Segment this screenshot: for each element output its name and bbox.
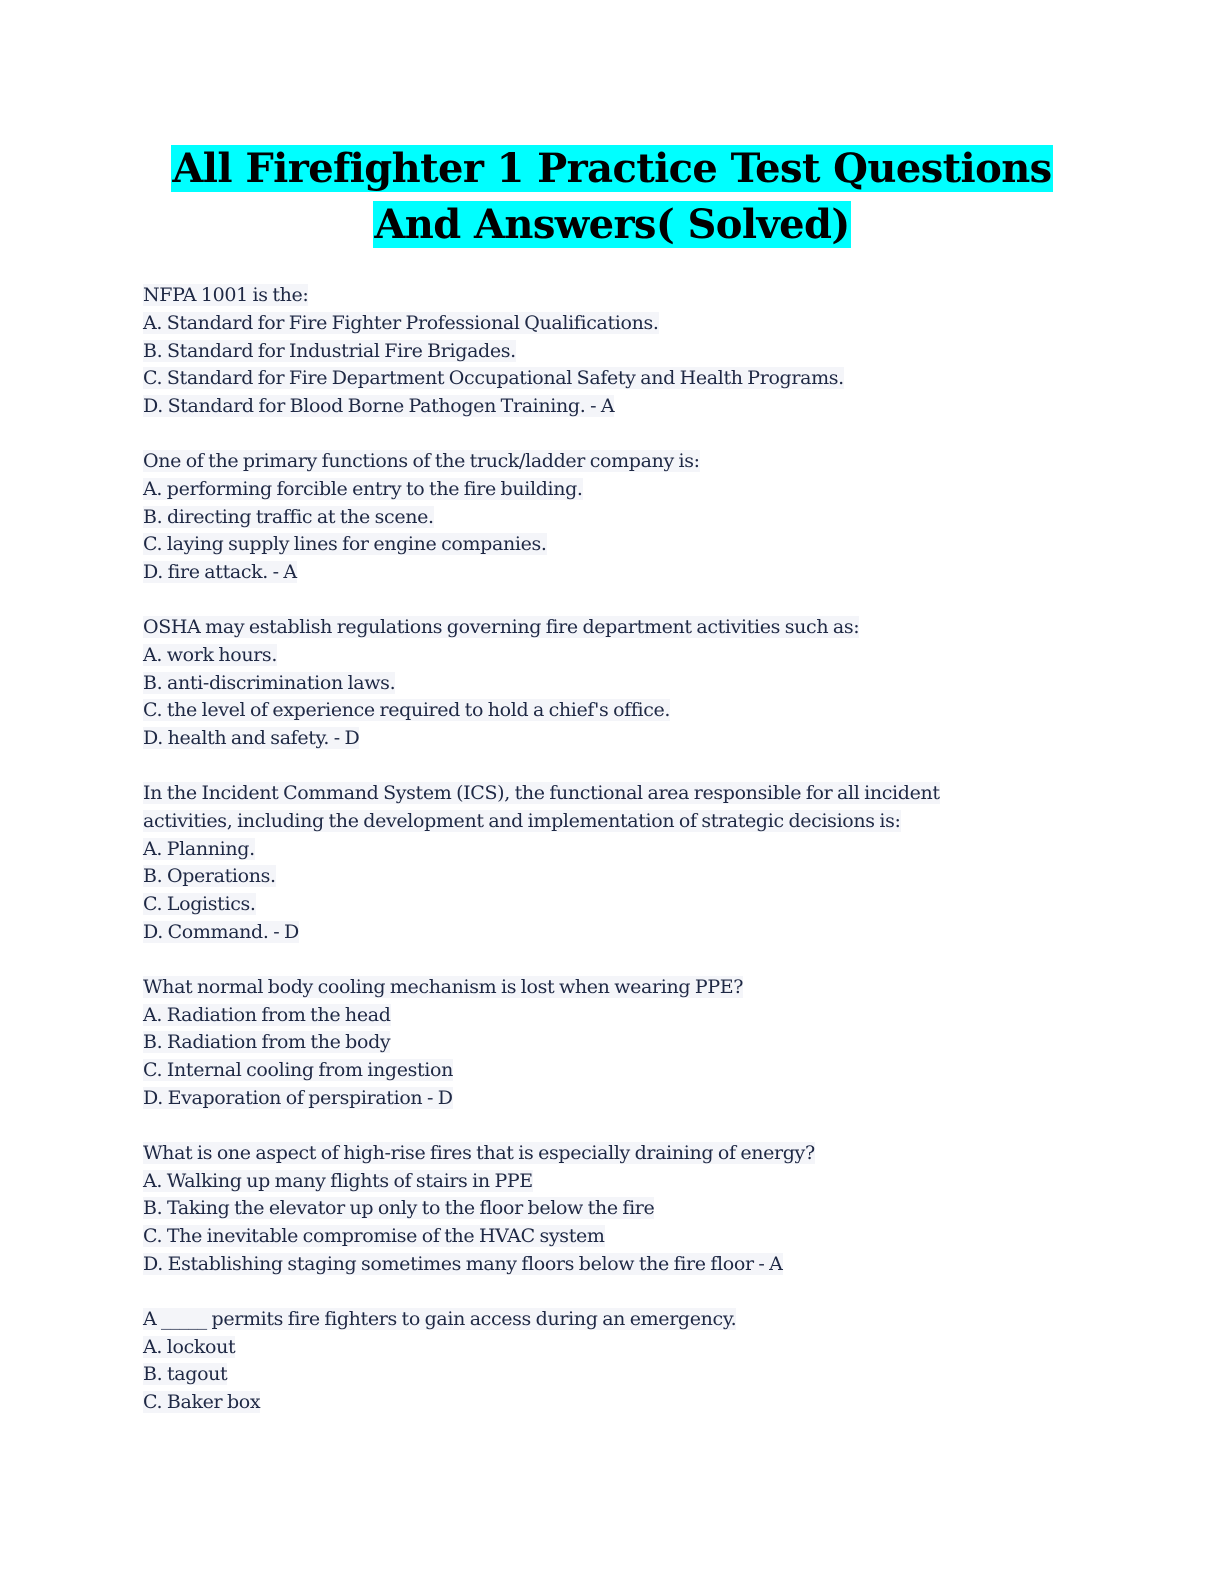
option-text: A. Radiation from the head: [143, 1003, 391, 1026]
question-line: activities, including the development and implementation of strategic decisions is:: [143, 809, 901, 832]
option-text: D. health and safety. - D: [143, 727, 360, 750]
option-a: [143, 1334, 1043, 1362]
question-text: [143, 780, 1043, 808]
questions-list: [143, 282, 1043, 1444]
option-c: [143, 1223, 1043, 1251]
option-text: B. anti-discrimination laws.: [143, 671, 396, 694]
option-b: [143, 504, 1043, 532]
question-line: OSHA may establish regulations governing fire department activities such as:: [143, 615, 860, 638]
question-block-5: [143, 974, 1043, 1113]
option-text: D. Evaporation of perspiration - D: [143, 1086, 453, 1109]
option-a: [143, 642, 1043, 670]
option-text: C. laying supply lines for engine companies.: [143, 533, 547, 556]
option-b: [143, 1361, 1043, 1389]
option-text: D. Establishing staging sometimes many floors below the fire floor - A: [143, 1252, 783, 1275]
option-d: [143, 725, 1043, 753]
option-d: [143, 919, 1043, 947]
option-text: A. performing forcible entry to the fire building.: [143, 477, 583, 500]
question-line: What is one aspect of high-rise fires that is especially draining of energy?: [143, 1141, 815, 1164]
title-text-1: All Firefighter 1 Practice Test Questions: [172, 145, 1052, 192]
question-block-2: [143, 448, 1043, 587]
option-text: A. work hours.: [143, 643, 278, 666]
option-c: [143, 1389, 1043, 1417]
option-c: [143, 697, 1043, 725]
option-c: [143, 365, 1043, 393]
question-text: [143, 974, 1043, 1002]
question-line: What normal body cooling mechanism is lost when wearing PPE?: [143, 975, 744, 998]
question-block-4: [143, 780, 1043, 947]
option-text: C. The inevitable compromise of the HVAC system: [143, 1225, 605, 1248]
option-a: [143, 310, 1043, 338]
question-block-3: [143, 614, 1043, 753]
option-d: [143, 559, 1043, 587]
option-text: C. Standard for Fire Department Occupational Safety and Health Programs.: [143, 367, 844, 390]
option-text: B. Standard for Industrial Fire Brigades.: [143, 339, 516, 362]
title-line-1: [0, 141, 1224, 197]
question-block-7: [143, 1306, 1043, 1417]
option-b: [143, 1029, 1043, 1057]
option-text: D. Standard for Blood Borne Pathogen Training. - A: [143, 395, 615, 418]
option-a: [143, 476, 1043, 504]
question-text: [143, 282, 1043, 310]
option-text: C. the level of experience required to hold a chief's office.: [143, 699, 671, 722]
option-d: [143, 1085, 1043, 1113]
option-c: [143, 891, 1043, 919]
option-text: A. Walking up many flights of stairs in PPE: [143, 1169, 533, 1192]
option-text: C. Baker box: [143, 1391, 261, 1414]
option-text: A. Standard for Fire Fighter Professional Qualifications.: [143, 311, 659, 334]
question-text-continued: [143, 808, 1043, 836]
option-a: [143, 1168, 1043, 1196]
question-line: NFPA 1001 is the:: [143, 284, 309, 306]
question-text: [143, 614, 1043, 642]
option-text: D. Command. - D: [143, 920, 299, 943]
option-text: B. Radiation from the body: [143, 1031, 391, 1054]
option-text: B. Operations.: [143, 865, 276, 888]
option-a: [143, 1002, 1043, 1030]
question-line: A _____ permits fire fighters to gain access during an emergency.: [143, 1307, 737, 1330]
question-block-1: [143, 282, 1043, 421]
option-b: [143, 863, 1043, 891]
question-block-6: [143, 1140, 1043, 1279]
option-text: D. fire attack. - A: [143, 561, 297, 584]
question-text: [143, 1140, 1043, 1168]
title-text-2: And Answers( Solved): [374, 201, 850, 248]
question-text: [143, 448, 1043, 476]
option-d: [143, 1251, 1043, 1279]
option-text: B. tagout: [143, 1363, 228, 1386]
title-line-2: [0, 197, 1224, 253]
option-b: [143, 338, 1043, 366]
option-text: C. Logistics.: [143, 893, 256, 916]
option-c: [143, 531, 1043, 559]
option-text: B. Taking the elevator up only to the floor below the fire: [143, 1197, 655, 1220]
option-d: [143, 393, 1043, 421]
option-b: [143, 670, 1043, 698]
option-text: A. Planning.: [143, 837, 255, 860]
option-b: [143, 1195, 1043, 1223]
option-a: [143, 836, 1043, 864]
question-line: One of the primary functions of the truck/ladder company is:: [143, 449, 700, 472]
option-text: A. lockout: [143, 1335, 236, 1358]
question-text: [143, 1306, 1043, 1334]
option-c: [143, 1057, 1043, 1085]
document-title: [0, 141, 1224, 253]
option-text: C. Internal cooling from ingestion: [143, 1059, 454, 1082]
question-line: In the Incident Command System (ICS), the functional area responsible for all incident: [143, 781, 940, 804]
option-text: B. directing traffic at the scene.: [143, 505, 434, 528]
